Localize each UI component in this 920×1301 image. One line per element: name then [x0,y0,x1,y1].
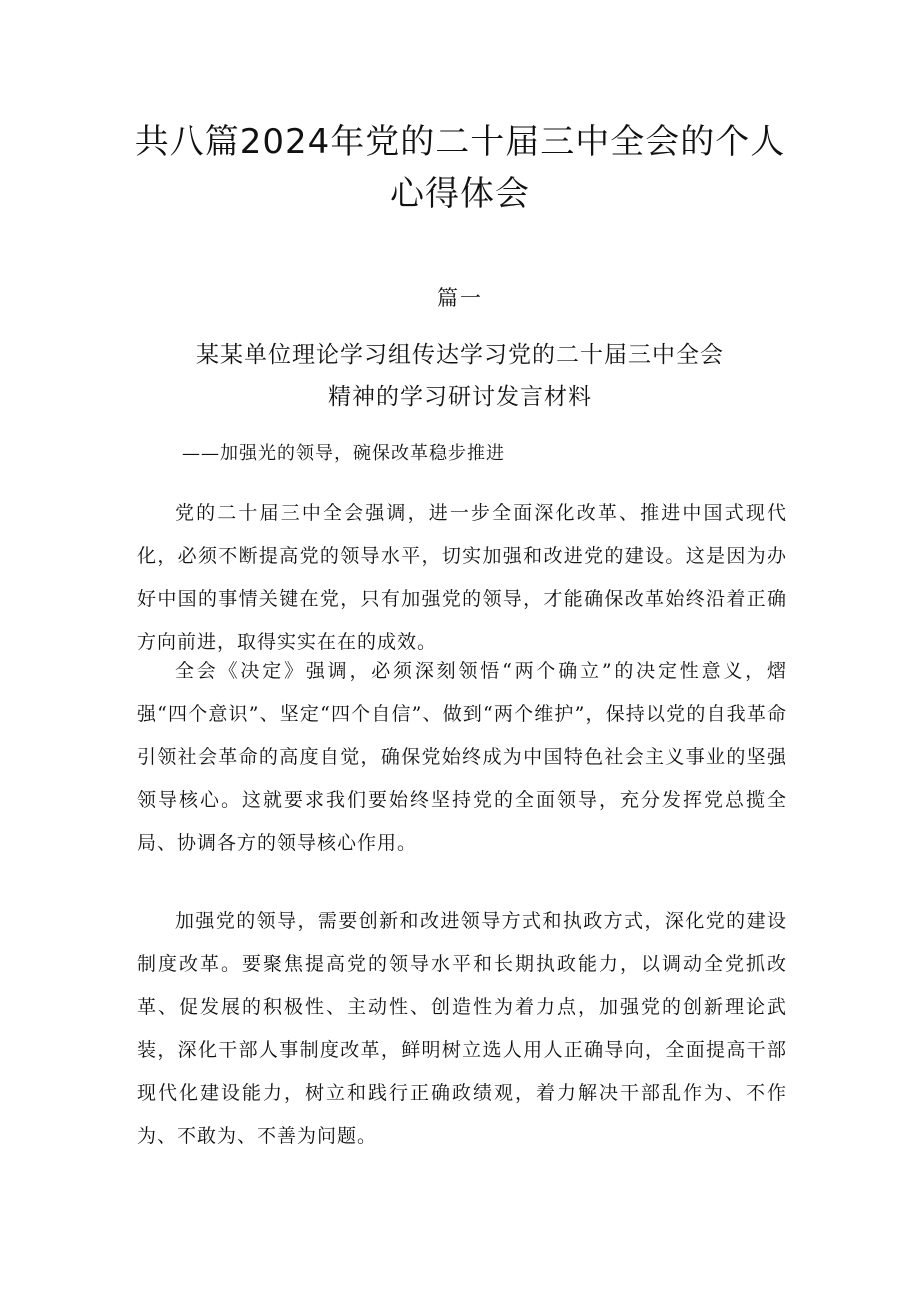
section-label: 篇一 [437,286,483,310]
body-paragraph-2: 全会《决定》强调，必须深刻领悟“两个确立”的决定性意义，熠强“四个意识”、坚定“四个自信”、做到“两个维护”，保持以党的自我革命引领社会革命的高度自觉，确保党始终成为中国特色社会主义事业的坚强领导核心。这就要求我们要始终坚持党的全面领导，充分发挥党总揽全局、协调各方的领导核心作用。 [137,660,787,854]
body-paragraph-1: 党的二十届三中全会强调，进一步全面深化改革、推进中国式现代化，必须不断提高党的领导水平，切实加强和改进党的建设。这是因为办好中国的事情关键在党，只有加强党的领导，才能确保改革始终沿着正确方向前进，取得实实在在的成效。 [137,502,787,653]
subtitle-line-2: 精神的学习研讨发言材料 [328,384,592,410]
document-title-line-2: 心得体会 [390,174,530,214]
theme-line: ——加强光的领导，碗保改革稳步推进 [182,443,505,464]
subtitle-line-1: 某某单位理论学习组传达学习党的二十届三中全会 [196,342,724,368]
document-title-line-1: 共八篇2024年党的二十届三中全会的个人 [134,122,786,162]
body-paragraph-3: 加强党的领导，需要创新和改进领导方式和执政方式，深化党的建设制度改革。要聚焦提高党的领导水平和长期执政能力，以调动全党抓改革、促发展的积极性、主动性、创造性为着力点，加强党的创新理论武装，深化干部人事制度改革，鲜明树立选人用人正确导向，全面提高干部现代化建设能力，树立和践行正确政绩观，着力解决干部乱作为、不作为、不敢为、不善为问题。 [137,910,787,1147]
